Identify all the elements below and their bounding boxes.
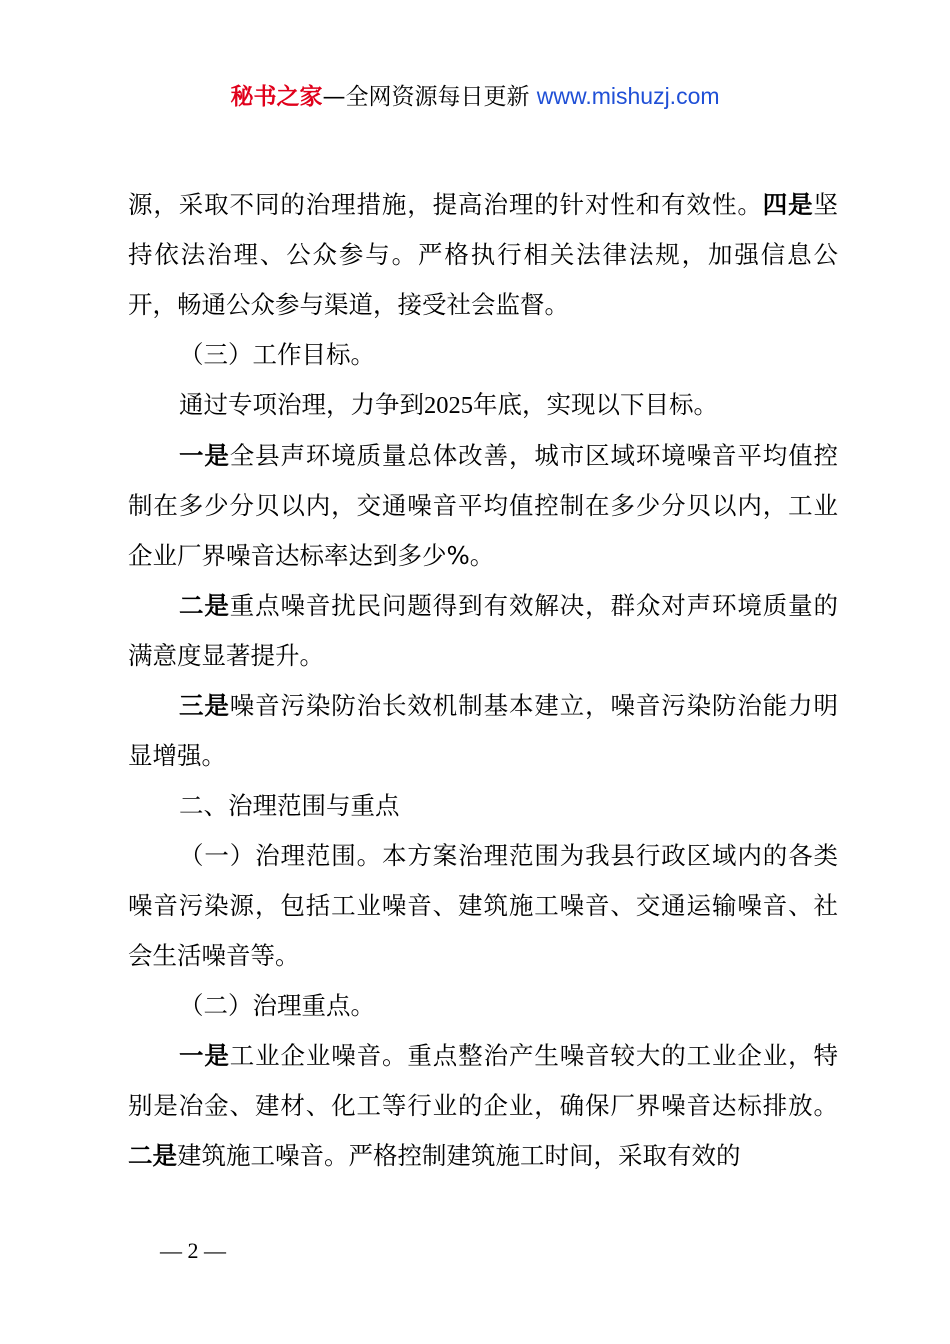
text-run: 坚持依法治理、公众参与。严格执行相关法律法规，加强信息公开，畅通公众参与渠道，接受社会监督。	[128, 190, 839, 319]
text-run: 二、治理范围与重点	[179, 791, 400, 820]
bold-lead: 二是	[128, 1141, 177, 1170]
text-run: 年底，实现以下目标。	[473, 390, 718, 419]
paragraph	[128, 781, 838, 831]
text-run: 建筑施工噪音。严格控制建筑施工时间，采取有效的	[177, 1141, 741, 1170]
bold-lead: 一是	[179, 1041, 230, 1070]
text-run: 重点噪音扰民问题得到有效解决，群众对声环境质量的满意度显著提升。	[128, 591, 839, 670]
paragraph	[128, 180, 838, 330]
paragraph	[128, 431, 838, 581]
paragraph	[128, 1031, 838, 1181]
site-header	[0, 78, 950, 115]
bold-lead: 一是	[179, 441, 230, 470]
text-run: （一）治理范围。本方案治理范围为我县行政区域内的各类噪音污染源，包括工业噪音、建筑施工噪音、交通运输噪音、社会生活噪音等。	[128, 841, 838, 970]
text-run: 全县声环境质量总体改善，城市区域环境噪音平均值控制在多少分贝以内，交通噪音平均值控制在多少分贝以内，工业企业厂界噪音达标率达到多少%。	[128, 441, 839, 570]
paragraph	[128, 380, 838, 431]
header-tagline: —全网资源每日更新	[322, 84, 537, 110]
text-run: 工业企业噪音。重点整治产生噪音较大的工业企业，特别是冶金、建材、化工等行业的企业，确保厂界噪音达标排放。	[128, 1041, 839, 1120]
text-run: 噪音污染防治长效机制基本建立，噪音污染防治能力明显增强。	[128, 691, 839, 770]
paragraph	[128, 330, 838, 380]
paragraph	[128, 831, 838, 981]
document-body	[128, 180, 838, 1181]
bold-lead: 二是	[179, 591, 230, 620]
paragraph	[128, 681, 838, 781]
paragraph	[128, 981, 838, 1031]
paragraph	[128, 581, 838, 681]
page-number: — 2 —	[160, 1238, 226, 1263]
bold-lead: 四是	[762, 190, 814, 219]
text-run: 2025	[424, 392, 473, 419]
text-run: 通过专项治理，力争到	[179, 390, 424, 419]
brand-name: 秘书之家	[230, 84, 323, 110]
site-url-link[interactable]: www.mishuzj.com	[536, 83, 720, 109]
text-run: （二）治理重点。	[179, 991, 375, 1020]
text-run: （三）工作目标。	[179, 340, 375, 369]
bold-lead: 三是	[179, 691, 230, 720]
text-run: 源，采取不同的治理措施，提高治理的针对性和有效性。	[128, 190, 763, 219]
